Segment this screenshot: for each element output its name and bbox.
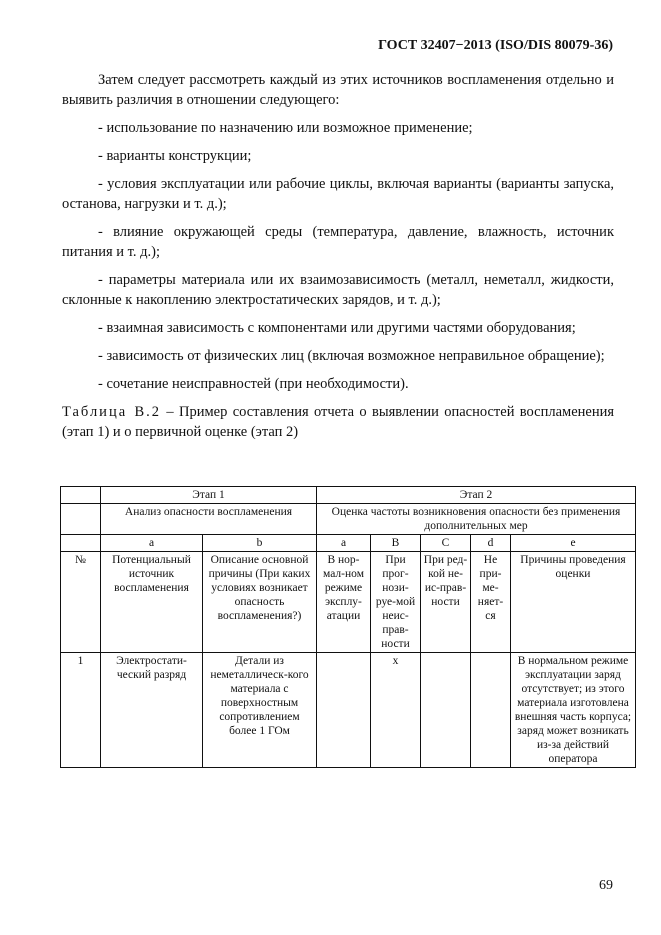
- table-cell: x: [371, 653, 421, 768]
- table-cell: [61, 535, 101, 552]
- table-cell: Электростати-ческий разряд: [101, 653, 203, 768]
- table-cell: В нормальном режиме эксплуатации заряд отсутствует; из этого материала изготовлена внешняя часть корпуса; заряд может возникать из-за действий оператора: [511, 653, 636, 768]
- paragraph: - варианты конструкции;: [98, 148, 252, 164]
- stage2-header: Этап 2: [317, 487, 636, 504]
- paragraph: - влияние окружающей среды (температура, давление, влажность, источник питания и т. д.);: [62, 224, 614, 260]
- page-number: 69: [599, 878, 613, 893]
- paragraph: - взаимная зависимость с компонентами или другими частями оборудования;: [98, 320, 576, 336]
- column-letter: d: [471, 535, 511, 552]
- column-header: При ред-кой не-ис-прав-ности: [421, 552, 471, 653]
- stage1-description: Анализ опасности воспламенения: [101, 504, 317, 535]
- paragraph: - условия эксплуатации или рабочие циклы, включая варианты (варианты запуска, останова, нагрузки и т. д.);: [62, 176, 614, 212]
- column-header: Потенциальный источник воспламенения: [101, 552, 203, 653]
- stage1-header: Этап 1: [101, 487, 317, 504]
- paragraph: - использование по назначению или возможное применение;: [98, 120, 473, 136]
- table-row: [61, 504, 636, 535]
- paragraph: Затем следует рассмотреть каждый из этих источников воспламенения отдельно и выявить различия в отношении следующего:: [62, 72, 614, 108]
- column-header: Не при-ме-няет-ся: [471, 552, 511, 653]
- column-letter: B: [371, 535, 421, 552]
- table-cell: [317, 653, 371, 768]
- column-header: В нор-мал-ном режиме эксплу-атации: [317, 552, 371, 653]
- table-caption-label: Таблица В.2: [62, 404, 162, 420]
- column-header: При прог-нози-руе-мой неис-прав-ности: [371, 552, 421, 653]
- column-header: Описание основной причины (При каких условиях возникает опасность воспламенения?): [203, 552, 317, 653]
- table-row: [61, 653, 636, 768]
- table-caption: [62, 402, 614, 442]
- table-cell: [61, 504, 101, 535]
- stage2-description: Оценка частоты возникновения опасности без применения дополнительных мер: [317, 504, 636, 535]
- table-row: [61, 552, 636, 653]
- column-letter: e: [511, 535, 636, 552]
- paragraph: - параметры материала или их взаимозависимость (металл, неметалл, жидкости, склонные к накоплению электростатических зарядов, и т. д.);: [62, 272, 614, 308]
- table-cell: 1: [61, 653, 101, 768]
- body-text: [62, 70, 614, 446]
- table-cell: [421, 653, 471, 768]
- table-cell: [61, 487, 101, 504]
- column-header: Причины проведения оценки: [511, 552, 636, 653]
- column-letter: b: [203, 535, 317, 552]
- table-row: [61, 535, 636, 552]
- report-table: [60, 486, 636, 768]
- table-cell: Детали из неметаллическ-кого материала с поверхностным сопротивлением более 1 ГОм: [203, 653, 317, 768]
- column-letter: a: [101, 535, 203, 552]
- paragraph: - сочетание неисправностей (при необходимости).: [98, 376, 409, 392]
- column-header: №: [61, 552, 101, 653]
- table-cell: [471, 653, 511, 768]
- document-header: ГОСТ 32407−2013 (ISO/DIS 80079-36): [378, 38, 613, 53]
- table-caption-text: – Пример составления отчета о выявлении опасностей воспламенения (этап 1) и о первичной оценке (этап 2): [62, 404, 615, 440]
- column-letter: C: [421, 535, 471, 552]
- paragraph: - зависимость от физических лиц (включая возможное неправильное обращение);: [98, 348, 605, 364]
- table-row: [61, 487, 636, 504]
- column-letter: a: [317, 535, 371, 552]
